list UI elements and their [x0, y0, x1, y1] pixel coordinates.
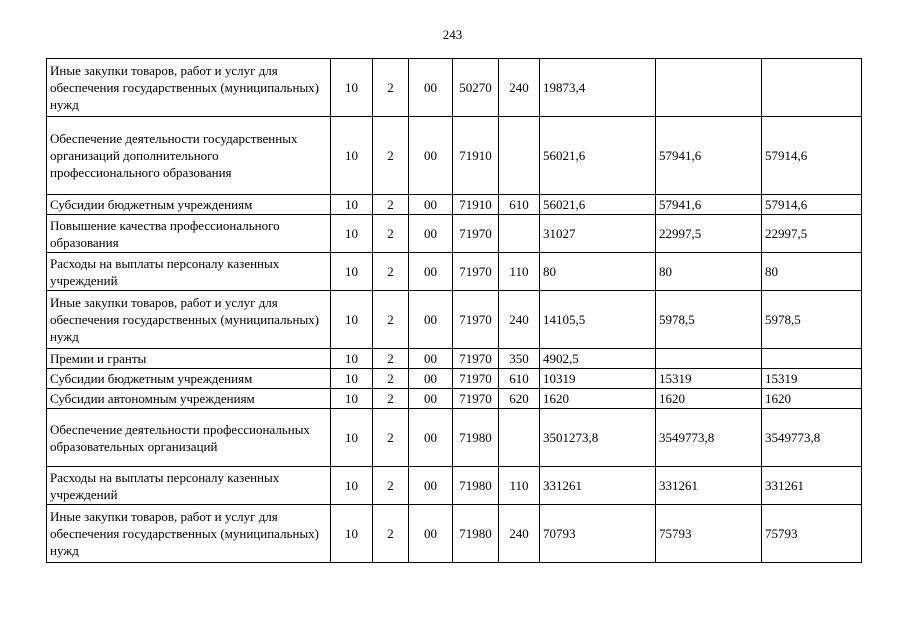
row-amount-year-1: 14105,5	[540, 291, 656, 349]
row-expense-type	[499, 215, 540, 253]
row-amount-year-3: 57914,6	[762, 195, 862, 215]
budget-table	[46, 58, 862, 563]
row-subsection: 2	[373, 59, 409, 117]
row-name: Субсидии автономным учреждениям	[47, 389, 331, 409]
row-amount-year-1: 1620	[540, 389, 656, 409]
page-number: 243	[442, 27, 463, 42]
table-row	[47, 505, 862, 563]
row-section: 10	[331, 369, 373, 389]
row-amount-year-2: 1620	[656, 389, 762, 409]
row-name: Расходы на выплаты персоналу казенных учреждений	[47, 467, 331, 505]
row-target-article: 71980	[453, 505, 499, 563]
row-amount-year-2: 22997,5	[656, 215, 762, 253]
row-expense-type: 240	[499, 505, 540, 563]
row-name: Субсидии бюджетным учреждениям	[47, 195, 331, 215]
row-target-program: 00	[409, 59, 453, 117]
row-subsection: 2	[373, 349, 409, 369]
row-amount-year-1: 70793	[540, 505, 656, 563]
row-amount-year-2: 75793	[656, 505, 762, 563]
row-subsection: 2	[373, 291, 409, 349]
row-name: Обеспечение деятельности профессиональных образовательных организаций	[47, 409, 331, 467]
row-amount-year-1: 19873,4	[540, 59, 656, 117]
row-amount-year-2: 15319	[656, 369, 762, 389]
row-amount-year-2: 331261	[656, 467, 762, 505]
row-section: 10	[331, 349, 373, 369]
table-row	[47, 195, 862, 215]
row-amount-year-2	[656, 59, 762, 117]
row-target-article: 71970	[453, 253, 499, 291]
row-expense-type: 610	[499, 195, 540, 215]
row-section: 10	[331, 117, 373, 195]
row-target-article: 71970	[453, 291, 499, 349]
row-amount-year-3: 1620	[762, 389, 862, 409]
row-expense-type: 610	[499, 369, 540, 389]
row-target-article: 71970	[453, 215, 499, 253]
row-section: 10	[331, 409, 373, 467]
row-amount-year-3	[762, 349, 862, 369]
row-amount-year-3: 22997,5	[762, 215, 862, 253]
row-amount-year-3: 331261	[762, 467, 862, 505]
row-target-program: 00	[409, 369, 453, 389]
table-row	[47, 369, 862, 389]
row-subsection: 2	[373, 215, 409, 253]
row-amount-year-1: 331261	[540, 467, 656, 505]
row-expense-type: 240	[499, 291, 540, 349]
table-row	[47, 59, 862, 117]
row-amount-year-3: 75793	[762, 505, 862, 563]
row-target-program: 00	[409, 467, 453, 505]
row-amount-year-3: 15319	[762, 369, 862, 389]
row-section: 10	[331, 467, 373, 505]
row-target-article: 71970	[453, 349, 499, 369]
table-row	[47, 117, 862, 195]
table-row	[47, 467, 862, 505]
row-amount-year-1: 56021,6	[540, 195, 656, 215]
row-name: Иные закупки товаров, работ и услуг для обеспечения государственных (муниципальных) нужд	[47, 291, 331, 349]
row-target-program: 00	[409, 291, 453, 349]
row-section: 10	[331, 215, 373, 253]
row-section: 10	[331, 389, 373, 409]
row-amount-year-1: 80	[540, 253, 656, 291]
table-row	[47, 409, 862, 467]
row-target-program: 00	[409, 409, 453, 467]
row-expense-type: 110	[499, 253, 540, 291]
row-name: Обеспечение деятельности государственных организаций дополнительного профессионального образования	[47, 117, 331, 195]
row-target-article: 71910	[453, 195, 499, 215]
row-subsection: 2	[373, 253, 409, 291]
row-target-article: 71970	[453, 369, 499, 389]
row-expense-type: 350	[499, 349, 540, 369]
row-expense-type: 240	[499, 59, 540, 117]
table-row	[47, 291, 862, 349]
row-subsection: 2	[373, 117, 409, 195]
row-subsection: 2	[373, 369, 409, 389]
row-name: Премии и гранты	[47, 349, 331, 369]
row-section: 10	[331, 59, 373, 117]
row-amount-year-2: 57941,6	[656, 195, 762, 215]
row-subsection: 2	[373, 409, 409, 467]
row-amount-year-2	[656, 349, 762, 369]
row-section: 10	[331, 291, 373, 349]
row-target-article: 71970	[453, 389, 499, 409]
row-amount-year-1: 10319	[540, 369, 656, 389]
row-target-article: 71980	[453, 467, 499, 505]
row-target-article: 71980	[453, 409, 499, 467]
table-row	[47, 389, 862, 409]
row-amount-year-1: 56021,6	[540, 117, 656, 195]
row-amount-year-2: 3549773,8	[656, 409, 762, 467]
row-amount-year-3: 57914,6	[762, 117, 862, 195]
row-name: Повышение качества профессионального образования	[47, 215, 331, 253]
row-section: 10	[331, 253, 373, 291]
row-subsection: 2	[373, 389, 409, 409]
row-amount-year-3	[762, 59, 862, 117]
row-amount-year-3: 3549773,8	[762, 409, 862, 467]
row-section: 10	[331, 505, 373, 563]
row-subsection: 2	[373, 505, 409, 563]
row-amount-year-1: 31027	[540, 215, 656, 253]
row-target-program: 00	[409, 389, 453, 409]
row-name: Субсидии бюджетным учреждениям	[47, 369, 331, 389]
row-amount-year-1: 4902,5	[540, 349, 656, 369]
row-amount-year-2: 5978,5	[656, 291, 762, 349]
row-target-article: 50270	[453, 59, 499, 117]
row-target-program: 00	[409, 253, 453, 291]
row-subsection: 2	[373, 195, 409, 215]
row-target-article: 71910	[453, 117, 499, 195]
row-expense-type	[499, 409, 540, 467]
row-amount-year-2: 80	[656, 253, 762, 291]
row-target-program: 00	[409, 505, 453, 563]
row-amount-year-3: 5978,5	[762, 291, 862, 349]
row-name: Иные закупки товаров, работ и услуг для обеспечения государственных (муниципальных) нужд	[47, 59, 331, 117]
table-row	[47, 349, 862, 369]
row-target-program: 00	[409, 349, 453, 369]
row-amount-year-1: 3501273,8	[540, 409, 656, 467]
row-expense-type: 620	[499, 389, 540, 409]
table-body	[47, 59, 862, 563]
row-expense-type: 110	[499, 467, 540, 505]
row-subsection: 2	[373, 467, 409, 505]
row-target-program: 00	[409, 215, 453, 253]
row-name: Расходы на выплаты персоналу казенных учреждений	[47, 253, 331, 291]
row-section: 10	[331, 195, 373, 215]
table-row	[47, 215, 862, 253]
row-amount-year-2: 57941,6	[656, 117, 762, 195]
table-row	[47, 253, 862, 291]
row-target-program: 00	[409, 117, 453, 195]
row-expense-type	[499, 117, 540, 195]
row-name: Иные закупки товаров, работ и услуг для обеспечения государственных (муниципальных) нужд	[47, 505, 331, 563]
row-target-program: 00	[409, 195, 453, 215]
row-amount-year-3: 80	[762, 253, 862, 291]
